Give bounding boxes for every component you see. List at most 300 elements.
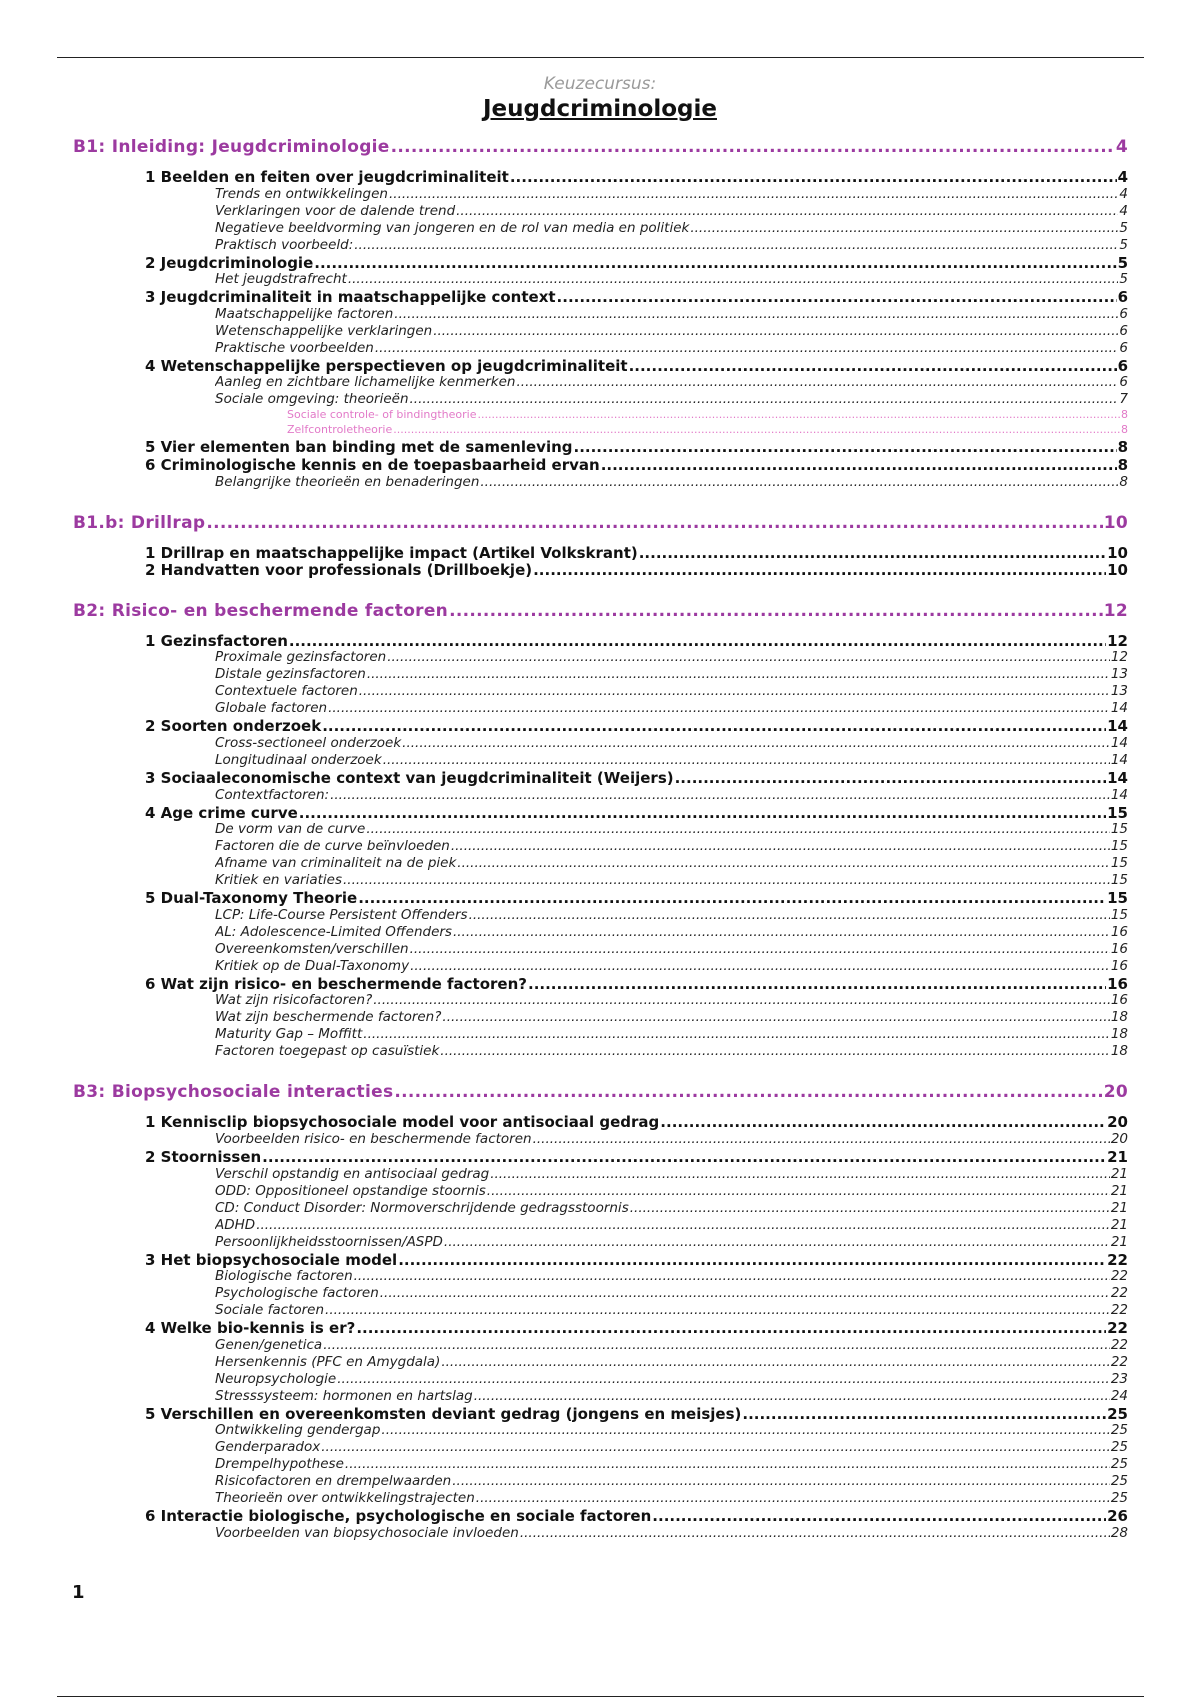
course-subtitle: Keuzecursus: (543, 74, 657, 94)
toc-subsection[interactable] (215, 323, 1128, 339)
toc-entry-title: Verschil opstandig en antisociaal gedrag (215, 1165, 490, 1182)
toc-subsection[interactable] (215, 924, 1128, 940)
toc-entry-title: 5 Vier elementen ban binding met de samenleving (145, 438, 573, 457)
toc-dot-leader (354, 237, 1118, 253)
toc-chapter[interactable] (73, 1082, 1128, 1102)
toc-entry-title: 1 Beelden en feiten over jeugdcriminaliteit (145, 168, 509, 186)
toc-section[interactable] (145, 1405, 1128, 1423)
toc-dot-leader (490, 1166, 1110, 1182)
toc-entry-page: 21 (1110, 1182, 1128, 1199)
toc-dot-leader (533, 1131, 1110, 1147)
toc-chapter[interactable] (73, 513, 1128, 533)
toc-dot-leader (528, 975, 1106, 993)
toc-entry-title: 4 Age crime curve (145, 803, 298, 822)
toc-entry-title: Neuropsychologie (215, 1370, 337, 1387)
toc-entry-title: 2 Handvatten voor professionals (Drillboekje) (145, 561, 533, 580)
toc-entry-title: 3 Sociaaleconomische context van jeugdcriminaliteit (Weijers) (145, 769, 674, 787)
toc-dot-leader (394, 306, 1118, 322)
toc-entry-page: 21 (1110, 1199, 1128, 1216)
toc-entry-page: 15 (1110, 855, 1128, 872)
toc-chapter[interactable] (73, 137, 1128, 157)
toc-entry-title: Maturity Gap – Moffitt (215, 1026, 363, 1043)
toc-entry-title: Hersenkennis (PFC en Amygdala) (215, 1353, 441, 1370)
toc-entry-page: 14 (1110, 752, 1128, 768)
toc-section[interactable] (145, 804, 1128, 822)
toc-dot-leader (557, 288, 1117, 306)
toc-dot-leader (314, 254, 1116, 272)
toc-subsection[interactable] (215, 203, 1128, 219)
toc-dot-leader (299, 804, 1106, 822)
toc-entry-page: 25 (1110, 1439, 1128, 1456)
toc-entry-page: 21 (1110, 1233, 1128, 1250)
toc-entry-page: 5 (1117, 253, 1128, 272)
toc-entry-page: 16 (1110, 940, 1128, 957)
toc-dot-leader (652, 1507, 1106, 1525)
toc-subsection[interactable] (215, 1043, 1128, 1059)
toc-dot-leader (440, 1043, 1110, 1059)
toc-entry-page: 22 (1110, 1268, 1128, 1285)
toc-dot-leader (321, 1439, 1110, 1455)
toc-entry-page: 18 (1110, 1009, 1128, 1026)
toc-entry-page: 5 (1119, 219, 1128, 236)
bottom-rule (57, 1696, 1144, 1697)
toc-entry-page: 26 (1107, 1507, 1128, 1526)
toc-entry-title: Ontwikkeling gendergap (215, 1422, 381, 1439)
toc-subsection[interactable] (215, 271, 1128, 287)
toc-subsection[interactable] (215, 1490, 1128, 1506)
toc-entry-page: 16 (1107, 974, 1128, 993)
toc-section[interactable] (145, 456, 1128, 474)
toc-entry-title: De vorm van de curve (215, 821, 366, 838)
toc-entry-title: Praktisch voorbeeld: (215, 236, 354, 253)
toc-subsection[interactable] (287, 408, 1128, 421)
toc-entry-title: Sociale omgeving: theorieën (215, 391, 409, 408)
toc-subsection[interactable] (287, 423, 1128, 436)
toc-dot-leader (601, 456, 1117, 474)
toc-entry-title: Genen/genetica (215, 1336, 323, 1353)
toc-entry-page: 8 (1119, 473, 1128, 490)
toc-entry-title: Maatschappelijke factoren (215, 305, 394, 322)
toc-dot-leader (510, 168, 1117, 186)
toc-entry-page: 22 (1110, 1336, 1128, 1353)
toc-section[interactable] (145, 168, 1128, 186)
toc-entry-page: 4 (1119, 185, 1128, 202)
toc-entry-page: 14 (1110, 700, 1128, 717)
toc-entry-title: Biologische factoren (215, 1268, 353, 1285)
toc-dot-leader (452, 1473, 1110, 1489)
toc-entry-page: 14 (1110, 786, 1128, 803)
toc-dot-leader (343, 872, 1110, 888)
toc-subsection[interactable] (215, 1473, 1128, 1489)
toc-section[interactable] (145, 288, 1128, 306)
toc-entry-title: Overeenkomsten/verschillen (215, 940, 409, 957)
toc-dot-leader (442, 1009, 1109, 1025)
toc-subsection[interactable] (215, 907, 1128, 923)
toc-dot-leader (660, 1113, 1106, 1131)
toc-entry-title: 6 Criminologische kennis en de toepasbaarheid ervan (145, 456, 600, 474)
toc-entry-title: 4 Welke bio-kennis is er? (145, 1319, 356, 1338)
toc-entry-page: 12 (1107, 631, 1128, 650)
toc-entry-page: 13 (1110, 666, 1128, 683)
toc-dot-leader (520, 1525, 1110, 1541)
toc-dot-leader (477, 408, 1120, 421)
toc-dot-leader (453, 924, 1110, 940)
toc-section[interactable] (145, 632, 1128, 650)
toc-entry-title: Wetenschappelijke verklaringen (215, 322, 433, 339)
toc-subsection[interactable] (215, 1285, 1128, 1301)
toc-entry-page: 15 (1107, 889, 1128, 908)
toc-dot-leader (345, 1456, 1110, 1472)
toc-dot-leader (391, 137, 1115, 157)
toc-entry-title: Belangrijke theorieën en benaderingen (215, 473, 480, 490)
toc-entry-page: 14 (1107, 769, 1128, 787)
toc-entry-page: 10 (1107, 561, 1128, 580)
toc-dot-leader (387, 649, 1110, 665)
toc-entry-title: Contextuele factoren (215, 683, 358, 700)
toc-dot-leader (354, 1268, 1110, 1284)
toc-entry-page: 28 (1110, 1525, 1128, 1541)
toc-entry-page: 15 (1107, 803, 1128, 822)
toc-entry-title: LCP: Life-Course Persistent Offenders (215, 906, 468, 923)
toc-subsection[interactable] (215, 787, 1128, 803)
toc-dot-leader (393, 423, 1120, 436)
toc-dot-leader (675, 769, 1107, 787)
toc-entry-title: Persoonlijkheidsstoornissen/ASPD (215, 1233, 443, 1250)
toc-entry-page: 8 (1117, 438, 1128, 457)
toc-dot-leader (206, 513, 1102, 533)
toc-dot-leader (480, 474, 1118, 490)
toc-dot-leader (358, 889, 1106, 907)
toc-subsection[interactable] (215, 838, 1128, 854)
toc-entry-title: 6 Wat zijn risico- en beschermende factoren? (145, 974, 527, 993)
toc-subsection[interactable] (215, 306, 1128, 322)
toc-subsection[interactable] (215, 237, 1128, 253)
toc-subsection[interactable] (215, 821, 1128, 837)
toc-subsection[interactable] (215, 391, 1128, 407)
toc-entry-title: Sociale controle- of bindingtheorie (287, 408, 477, 422)
toc-entry-title: Voorbeelden van biopsychosociale invloeden (215, 1525, 519, 1541)
toc-entry-title: 3 Het biopsychosociale model (145, 1250, 398, 1269)
toc-dot-leader (474, 1388, 1110, 1404)
toc-section[interactable] (145, 1148, 1128, 1166)
toc-entry-title: 1 Gezinsfactoren (145, 631, 288, 650)
toc-entry-title: Het jeugdstrafrecht (215, 271, 347, 288)
toc-entry-title: ODD: Oppositioneel opstandige stoornis (215, 1182, 486, 1199)
toc-section[interactable] (145, 544, 1128, 562)
toc-dot-leader (394, 1082, 1102, 1102)
toc-dot-leader (356, 1319, 1106, 1337)
page-number: 1 (72, 1582, 85, 1603)
toc-subsection[interactable] (215, 941, 1128, 957)
toc-dot-leader (574, 438, 1117, 456)
toc-entry-page: 22 (1110, 1285, 1128, 1302)
toc-entry-title: 3 Jeugdcriminaliteit in maatschappelijke context (145, 288, 556, 307)
toc-entry-title: Drempelhypothese (215, 1456, 344, 1473)
toc-entry-title: 6 Interactie biologische, psychologische en sociale factoren (145, 1507, 652, 1526)
toc-entry-title: Sociale factoren (215, 1302, 325, 1319)
toc-entry-page: 8 (1121, 423, 1128, 437)
toc-entry-title: B1: Inleiding: Jeugdcriminologie (73, 137, 390, 157)
toc-entry-page: 13 (1110, 683, 1128, 700)
toc-subsection[interactable] (215, 1009, 1128, 1025)
toc-entry-page: 15 (1110, 906, 1128, 923)
toc-section[interactable] (145, 1251, 1128, 1269)
toc-subsection[interactable] (215, 1388, 1128, 1404)
toc-section[interactable] (145, 889, 1128, 907)
toc-entry-page: 21 (1110, 1165, 1128, 1182)
toc-subsection[interactable] (215, 1525, 1128, 1541)
toc-entry-title: Psychologische factoren (215, 1285, 379, 1302)
toc-subsection[interactable] (215, 992, 1128, 1008)
toc-section[interactable] (145, 561, 1128, 579)
toc-entry-title: 1 Kennisclip biopsychosociale model voor antisociaal gedrag (145, 1113, 660, 1132)
toc-subsection[interactable] (215, 1422, 1128, 1438)
toc-dot-leader (359, 683, 1110, 699)
toc-entry-page: 6 (1119, 339, 1128, 356)
toc-dot-leader (516, 374, 1118, 390)
toc-subsection[interactable] (215, 374, 1128, 390)
toc-entry-page: 4 (1117, 168, 1128, 186)
toc-entry-page: 20 (1103, 1082, 1128, 1103)
toc-dot-leader (262, 1148, 1106, 1166)
toc-dot-leader (383, 752, 1110, 768)
toc-entry-page: 25 (1110, 1473, 1128, 1490)
toc-dot-leader (639, 544, 1106, 562)
toc-entry-page: 7 (1119, 391, 1128, 408)
toc-dot-leader (367, 666, 1110, 682)
toc-dot-leader (328, 700, 1110, 716)
toc-dot-leader (380, 1285, 1110, 1301)
toc-entry-page: 6 (1119, 305, 1128, 322)
toc-subsection[interactable] (215, 1337, 1128, 1353)
toc-dot-leader (441, 1354, 1109, 1370)
toc-dot-leader (456, 203, 1118, 219)
toc-subsection[interactable] (215, 1131, 1128, 1147)
toc-entry-page: 5 (1119, 236, 1128, 253)
toc-entry-page: 14 (1107, 717, 1128, 736)
toc-entry-page: 23 (1110, 1370, 1128, 1387)
toc-dot-leader (366, 821, 1109, 837)
toc-section[interactable] (145, 717, 1128, 735)
toc-entry-page: 20 (1107, 1113, 1128, 1132)
toc-entry-title: 2 Stoornissen (145, 1148, 262, 1166)
toc-section[interactable] (145, 975, 1128, 993)
toc-entry-page: 10 (1103, 512, 1128, 533)
toc-entry-page: 22 (1107, 1319, 1128, 1338)
toc-entry-title: Trends en ontwikkelingen (215, 185, 388, 202)
toc-subsection[interactable] (215, 1026, 1128, 1042)
toc-entry-title: Kritiek en variaties (215, 872, 342, 889)
toc-entry-title: Negatieve beeldvorming van jongeren en de rol van media en politiek (215, 219, 690, 236)
toc-entry-title: Praktische voorbeelden (215, 339, 374, 356)
toc-entry-title: Stresssysteem: hormonen en hartslag (215, 1387, 473, 1404)
toc-entry-page: 16 (1110, 992, 1128, 1009)
toc-section[interactable] (145, 357, 1128, 375)
toc-entry-title: Factoren die de curve beïnvloeden (215, 838, 450, 855)
toc-entry-title: Afname van criminaliteit na de piek (215, 855, 457, 872)
toc-entry-page: 6 (1117, 356, 1128, 375)
toc-entry-title: 4 Wetenschappelijke perspectieven op jeugdcriminaliteit (145, 356, 628, 375)
toc-dot-leader (410, 391, 1119, 407)
toc-subsection[interactable] (215, 340, 1128, 356)
toc-subsection[interactable] (215, 1371, 1128, 1387)
toc-dot-leader (322, 717, 1106, 735)
toc-subsection[interactable] (215, 1234, 1128, 1250)
toc-dot-leader (410, 958, 1110, 974)
toc-subsection[interactable] (215, 1302, 1128, 1318)
toc-entry-page: 12 (1103, 600, 1128, 621)
toc-subsection[interactable] (215, 1200, 1128, 1216)
toc-section[interactable] (145, 769, 1128, 787)
toc-entry-title: Theorieën over ontwikkelingstrajecten (215, 1490, 475, 1507)
toc-entry-title: Voorbeelden risico- en beschermende factoren (215, 1131, 532, 1147)
toc-entry-page: 15 (1110, 872, 1128, 889)
toc-entry-title: CD: Conduct Disorder: Normoverschrijdende gedragsstoornis (215, 1199, 629, 1216)
toc-entry-page: 15 (1110, 838, 1128, 855)
toc-section[interactable] (145, 1319, 1128, 1337)
toc-entry-page: 6 (1119, 322, 1128, 339)
toc-dot-leader (375, 340, 1119, 356)
toc-dot-leader (325, 1302, 1110, 1318)
toc-dot-leader (348, 271, 1119, 287)
toc-entry-title: B2: Risico- en beschermende factoren (73, 600, 449, 621)
toc-entry-page: 22 (1110, 1353, 1128, 1370)
toc-dot-leader (398, 1251, 1106, 1269)
toc-entry-title: Longitudinaal onderzoek (215, 752, 382, 768)
toc-entry-page: 20 (1110, 1131, 1128, 1147)
toc-entry-title: Kritiek op de Dual-Taxonomy (215, 957, 410, 974)
toc-entry-title: Cross-sectioneel onderzoek (215, 735, 402, 751)
document-title: Jeugdcriminologie (483, 96, 717, 122)
toc-subsection[interactable] (215, 855, 1128, 871)
toc-subsection[interactable] (215, 1456, 1128, 1472)
toc-entry-title: 2 Jeugdcriminologie (145, 253, 314, 272)
toc-entry-title: B3: Biopsychosociale interacties (73, 1082, 394, 1103)
toc-entry-page: 6 (1119, 374, 1128, 391)
toc-dot-leader (373, 992, 1110, 1008)
toc-dot-leader (449, 601, 1103, 621)
toc-dot-leader (330, 787, 1110, 803)
toc-subsection[interactable] (215, 666, 1128, 682)
toc-entry-title: Distale gezinsfactoren (215, 666, 366, 683)
toc-dot-leader (451, 838, 1110, 854)
toc-section[interactable] (145, 254, 1128, 272)
toc-entry-page: 5 (1119, 271, 1128, 288)
toc-dot-leader (381, 1422, 1109, 1438)
toc-entry-title: ADHD (215, 1216, 256, 1233)
toc-entry-title: Contextfactoren: (215, 786, 330, 803)
toc-subsection[interactable] (215, 683, 1128, 699)
toc-chapter[interactable] (73, 601, 1128, 621)
toc-entry-page: 25 (1107, 1404, 1128, 1423)
toc-dot-leader (256, 1217, 1110, 1233)
toc-dot-leader (533, 561, 1106, 579)
toc-entry-title: B1.b: Drillrap (73, 512, 206, 533)
toc-entry-title: Aanleg en zichtbare lichamelijke kenmerken (215, 374, 516, 391)
toc-dot-leader (469, 907, 1110, 923)
toc-entry-title: 5 Dual-Taxonomy Theorie (145, 889, 358, 908)
toc-entry-page: 22 (1110, 1302, 1128, 1319)
toc-section[interactable] (145, 1113, 1128, 1131)
toc-subsection[interactable] (215, 872, 1128, 888)
toc-entry-title: 1 Drillrap en maatschappelijke impact (Artikel Volkskrant) (145, 543, 638, 562)
toc-entry-page: 25 (1110, 1456, 1128, 1473)
toc-entry-page: 14 (1110, 735, 1128, 751)
toc-entry-page: 6 (1117, 288, 1128, 307)
toc-subsection[interactable] (215, 1217, 1128, 1233)
toc-entry-title: Globale factoren (215, 700, 328, 717)
toc-subsection[interactable] (215, 220, 1128, 236)
toc-subsection[interactable] (215, 700, 1128, 716)
toc-dot-leader (690, 220, 1118, 236)
toc-entry-title: Zelfcontroletheorie (287, 423, 393, 437)
toc-entry-page: 15 (1110, 821, 1128, 838)
toc-dot-leader (487, 1183, 1110, 1199)
toc-entry-page: 21 (1107, 1148, 1128, 1166)
toc-entry-page: 8 (1117, 456, 1128, 474)
toc-entry-title: 2 Soorten onderzoek (145, 717, 322, 736)
toc-entry-page: 18 (1110, 1026, 1128, 1043)
toc-entry-title: Verklaringen voor de dalende trend (215, 202, 456, 219)
toc-entry-page: 12 (1110, 649, 1128, 666)
toc-subsection[interactable] (215, 1268, 1128, 1284)
toc-dot-leader (410, 941, 1110, 957)
toc-dot-leader (476, 1490, 1110, 1506)
toc-entry-title: Wat zijn risicofactoren? (215, 992, 373, 1009)
toc-subsection[interactable] (215, 1166, 1128, 1182)
toc-entry-page: 18 (1110, 1043, 1128, 1060)
toc-entry-title: AL: Adolescence-Limited Offenders (215, 923, 452, 940)
toc-entry-page: 8 (1121, 408, 1128, 422)
toc-subsection[interactable] (215, 474, 1128, 490)
toc-entry-page: 10 (1107, 543, 1128, 562)
toc-dot-leader (629, 357, 1117, 375)
toc-subsection[interactable] (215, 649, 1128, 665)
toc-entry-title: Proximale gezinsfactoren (215, 649, 387, 666)
toc-dot-leader (433, 323, 1118, 339)
toc-subsection[interactable] (215, 1354, 1128, 1370)
toc-dot-leader (402, 735, 1110, 751)
toc-subsection[interactable] (215, 186, 1128, 202)
toc-subsection[interactable] (215, 1183, 1128, 1199)
toc-dot-leader (289, 632, 1106, 650)
toc-entry-title: 5 Verschillen en overeenkomsten deviant gedrag (jongens en meisjes) (145, 1404, 742, 1423)
toc-subsection[interactable] (215, 958, 1128, 974)
toc-entry-page: 4 (1119, 202, 1128, 219)
toc-dot-leader (630, 1200, 1110, 1216)
toc-subsection[interactable] (215, 1439, 1128, 1455)
toc-entry-page: 24 (1110, 1387, 1128, 1404)
toc-dot-leader (444, 1234, 1110, 1250)
toc-entry-page: 25 (1110, 1422, 1128, 1439)
toc-entry-page: 22 (1107, 1250, 1128, 1269)
toc-subsection[interactable] (215, 752, 1128, 768)
toc-dot-leader (337, 1371, 1110, 1387)
toc-dot-leader (457, 855, 1110, 871)
toc-entry-page: 16 (1110, 957, 1128, 974)
toc-section[interactable] (145, 1507, 1128, 1525)
toc-dot-leader (323, 1337, 1110, 1353)
toc-entry-title: Risicofactoren en drempelwaarden (215, 1473, 452, 1490)
toc-entry-title: Genderparadox (215, 1439, 321, 1456)
toc-dot-leader (389, 186, 1118, 202)
toc-dot-leader (742, 1405, 1106, 1423)
toc-subsection[interactable] (215, 735, 1128, 751)
toc-entry-title: Factoren toegepast op casuïstiek (215, 1043, 440, 1060)
toc-entry-page: 21 (1110, 1216, 1128, 1233)
toc-section[interactable] (145, 438, 1128, 456)
toc-entry-page: 25 (1110, 1490, 1128, 1507)
